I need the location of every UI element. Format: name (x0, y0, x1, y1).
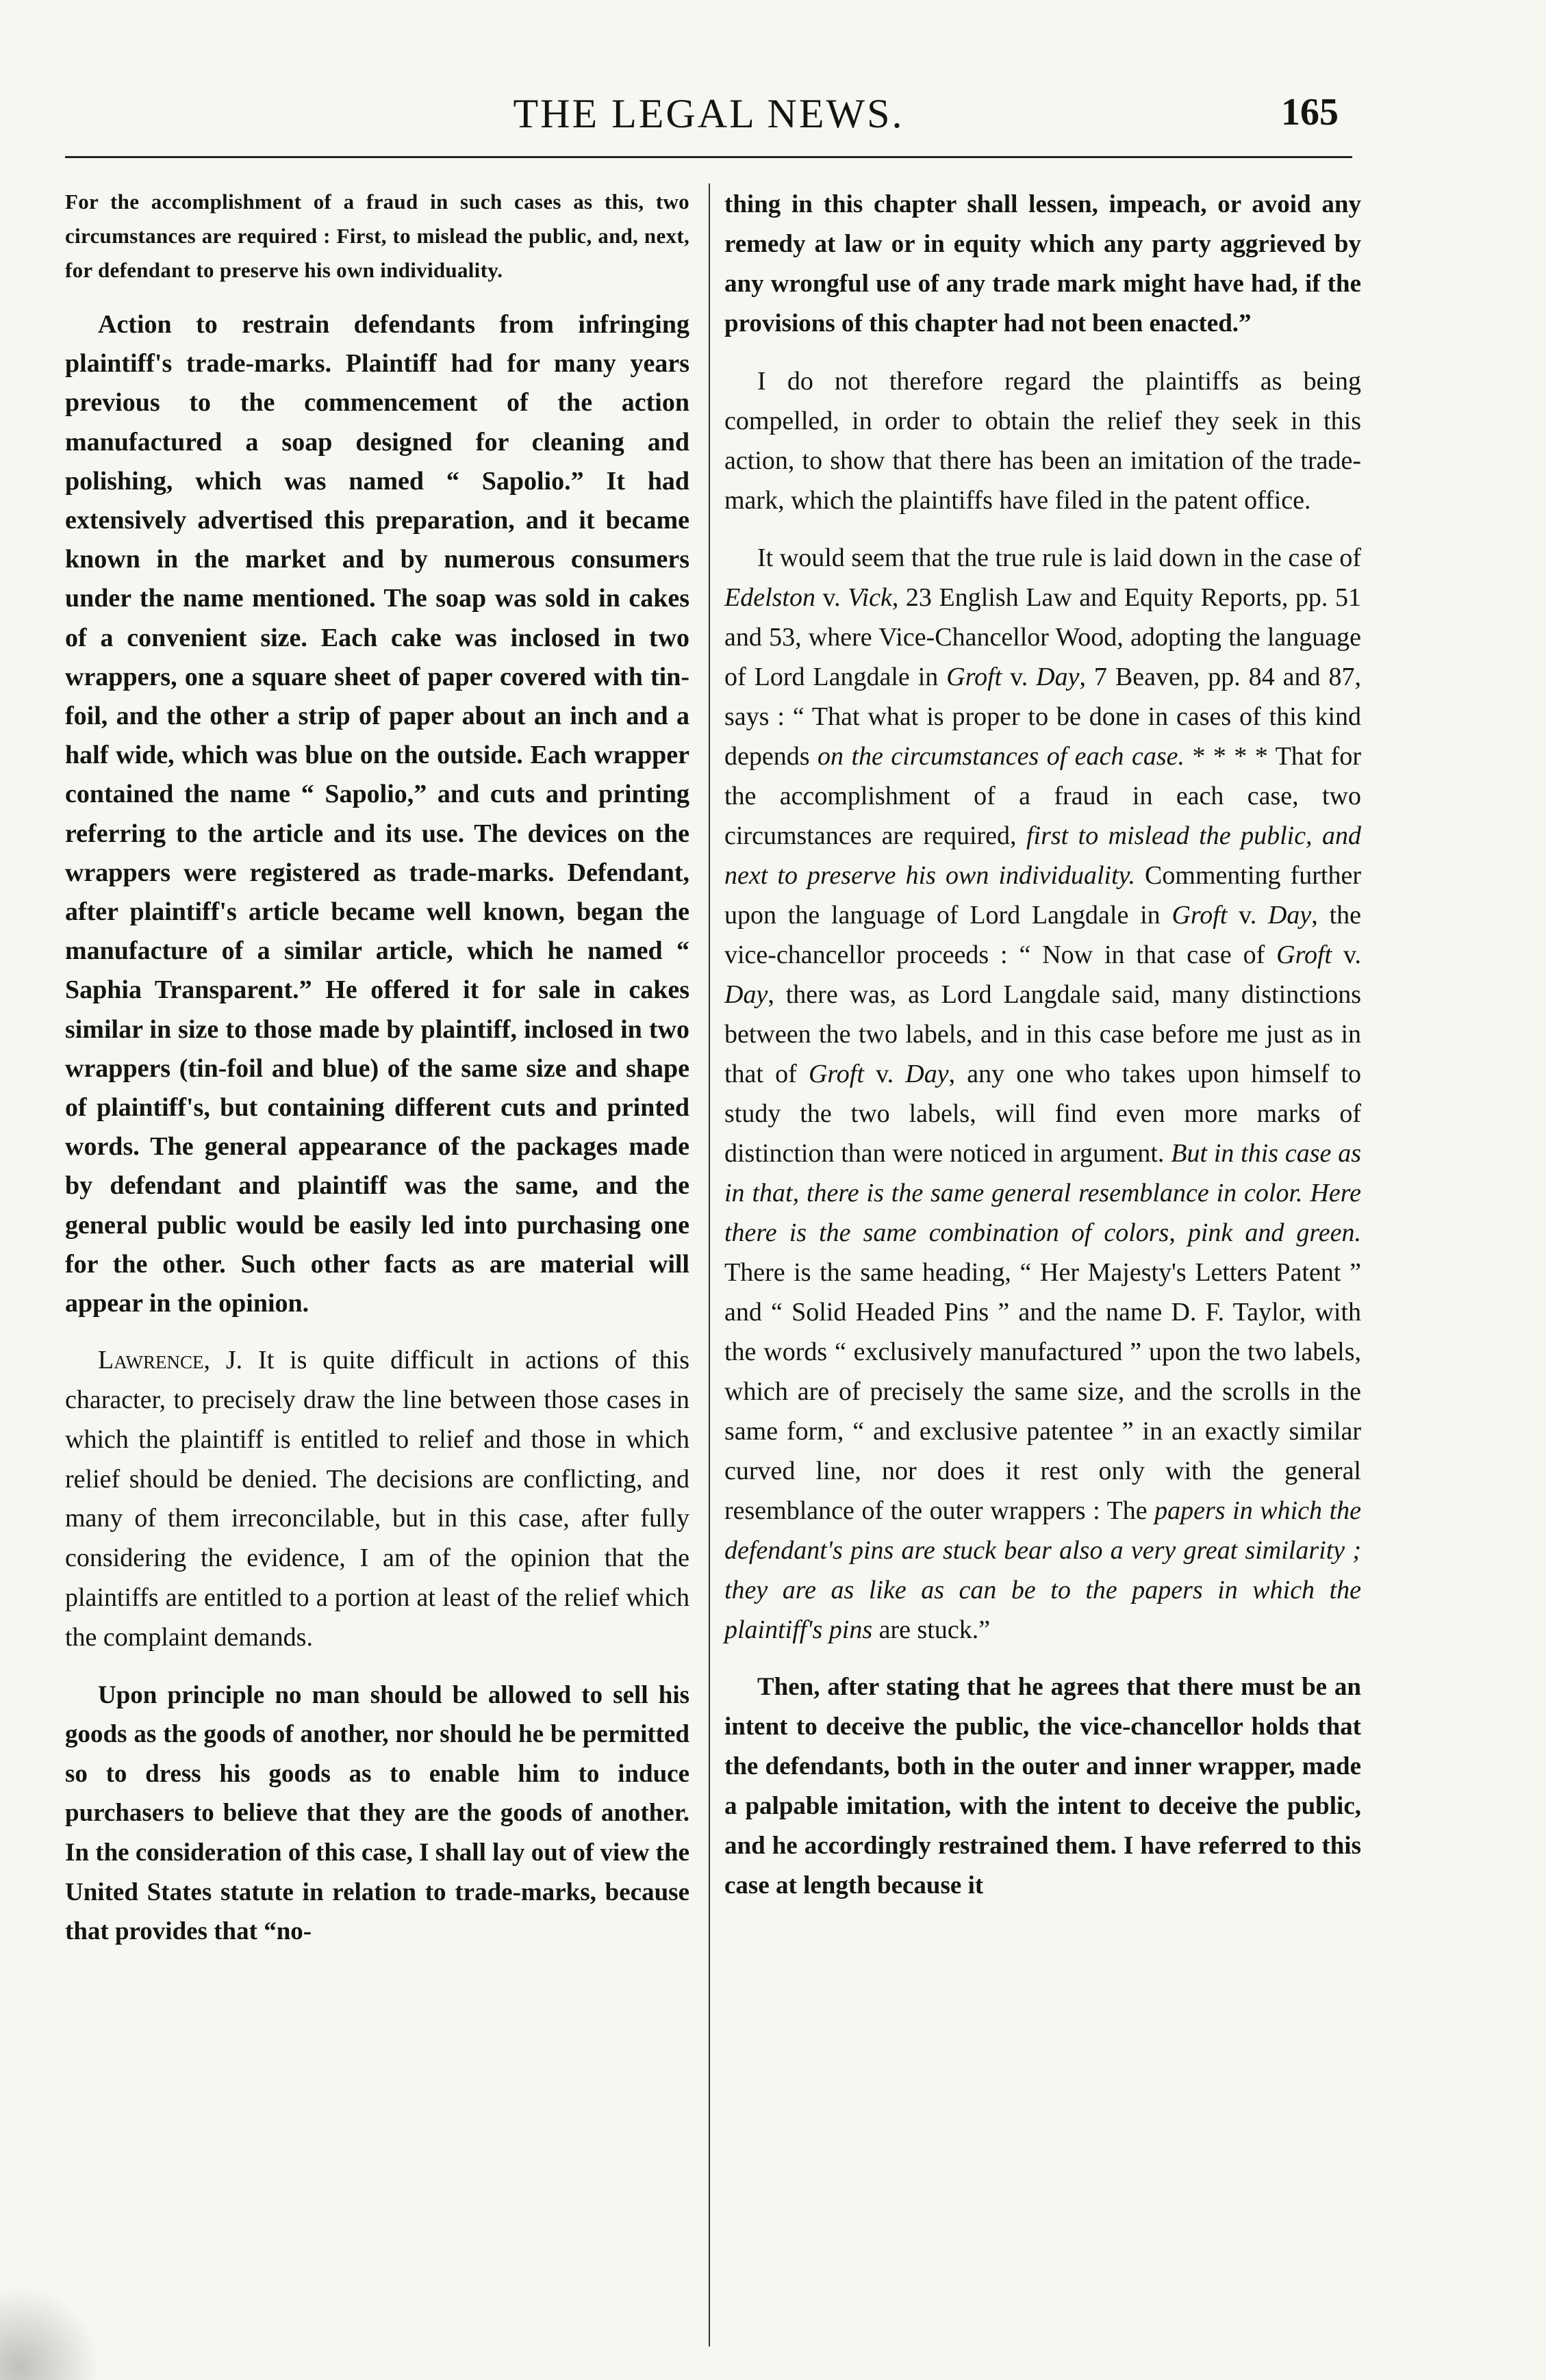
right-paragraph-3 (724, 538, 1361, 1650)
column-divider (709, 183, 710, 2346)
left-column (65, 185, 689, 1969)
text-run: Commenting further upon the language of Lord Langdale in (724, 861, 1361, 930)
case-name: Groft (808, 1060, 864, 1088)
text-run: , the vice-chancellor proceeds : “ Now in that case of (724, 901, 1361, 969)
italic-quote: on the circumstances of each case. (817, 742, 1184, 771)
text-run: v. (1002, 663, 1037, 691)
case-name: Day (905, 1060, 949, 1088)
case-name: Edelston (724, 583, 815, 612)
paper-edge-mark (0, 2257, 96, 2380)
right-column (724, 185, 1361, 1923)
text-run: v. (815, 583, 848, 612)
running-title: THE LEGAL NEWS. (513, 91, 904, 136)
opinion-paragraph-1-text: It is quite difficult in actions of this character, to precisely draw the line between those cases in which the plaintiff is entitled to relief and those in which relief should be denied. The decisions are conflicting, and many of them irreconcilable, but in this case, after fully considering the evidence, I am of the opinion that the plaintiffs are entitled to a portion at least of the relief which the complaint demands. (65, 1346, 690, 1652)
text-run: , 7 Beaven, pp. 84 and 87, says : “ That what is proper to be done in cases of this kind depends (724, 663, 1361, 771)
text-run: v. (863, 1060, 906, 1088)
italic-quote: But in this case as in that, there is the same general resemblance in color. Here there is the same combination of colors, pink and green. (724, 1139, 1362, 1247)
text-run: v. (1227, 901, 1268, 930)
header-rule (65, 156, 1352, 158)
case-name: Vick (848, 583, 892, 612)
right-paragraph-1: thing in this chapter shall lessen, impeach, or avoid any remedy at law or in equity which any party aggrieved by any wrongful use of any trade mark might have had, if the provisions of this chapter had not been enacted.” (724, 190, 1361, 337)
opinion-paragraph-1 (65, 1341, 689, 1657)
judge-name: Lawrence, J. (98, 1346, 243, 1375)
text-run: , any one who takes upon himself to study the two labels, will find even more marks of distinction than were noticed in argument. (724, 1060, 1361, 1168)
case-name: Groft (1171, 901, 1228, 930)
text-run: , there was, as Lord Langdale said, many distinctions between the two labels, and in this case before me just as in that of (724, 980, 1361, 1088)
text-run: are stuck.” (872, 1615, 991, 1644)
page-number: 165 (1281, 91, 1339, 133)
text-run: , 23 English Law and Equity Reports, pp. 51 and 53, where Vice-Chancellor Wood, adopting the language of Lord Langdale in (724, 583, 1361, 691)
case-name: Day (1267, 901, 1312, 930)
text-run: * * * * That for the accomplishment of a fraud in each case, two circumstances are required, (724, 742, 1361, 850)
right-paragraph-4: Then, after stating that he agrees that there must be an intent to deceive the public, the vice-chancellor holds that the defendants, both in the outer and inner wrapper, made a palpable imitation, with the intent to deceive the public, and he accordingly restrained them. I have referred to this case at length because it (724, 1673, 1361, 1899)
case-name: Groft (946, 663, 1002, 691)
case-name: Day (1036, 663, 1080, 691)
case-name: Groft (1276, 941, 1332, 969)
italic-quote: papers in which the defendant's pins are stuck bear also a very great similarity ; they are as like as can be to the papers in which the plaintiff's pins (724, 1496, 1361, 1644)
case-name: Day (724, 980, 768, 1009)
text-run: v. (1332, 941, 1361, 969)
text-run: There is the same heading, “ Her Majesty's Letters Patent ” and “ Solid Headed Pins ” and the name D. F. Taylor, with the words “ exclusively manufactured ” upon the two labels, which are of precisely the same size, and the scrolls in the same form, “ and exclusive patentee ” in an exactly similar curved line, nor does it rest only with the general resemblance of the outer wrappers : The (724, 1258, 1361, 1525)
headnote: For the accomplishment of a fraud in such cases as this, two circumstances are required : First, to mislead the public, and, next, for defendant to preserve his own individuality. (65, 190, 689, 282)
page-header (65, 90, 1352, 145)
italic-quote: first to mislead the public, and next to preserve his own individuality. (724, 821, 1361, 890)
statement-of-facts: Action to restrain defendants from infringing plaintiff's trade-marks. Plaintiff had for many years previous to the commencement of the action manufactured a soap designed for cleaning and polishing, which was named “ Sapolio.” It had extensively advertised this preparation, and it became known in the market and by numerous consumers under the name mentioned. The soap was sold in cakes of a convenient size. Each cake was inclosed in two wrappers, one a square sheet of paper covered with tin-foil, and the other a strip of paper about an inch and a half wide, which was blue on the outside. Each wrapper contained the name “ Sapolio,” and cuts and printing referring to the article and its use. The devices on the wrappers were registered as trade-marks. Defendant, after plaintiff's article became well known, began the manufacture of a similar article, which he named “ Saphia Transparent.” He offered it for sale in cakes similar in size to those made by plaintiff, inclosed in two wrappers (tin-foil and blue) of the same size and shape of plaintiff's, but containing different cuts and printed words. The general appearance of the packages made by defendant and plaintiff was the same, and the general public would be easily led into purchasing one for the other. Such other facts as are material will appear in the opinion. (65, 310, 689, 1318)
opinion-paragraph-2: Upon principle no man should be allowed to sell his goods as the goods of another, nor should he be permitted so to dress his goods as to enable him to induce purchasers to believe that they are the goods of another. In the consideration of this case, I shall lay out of view the United States statute in relation to trade-marks, because that provides that “no- (65, 1680, 689, 1946)
right-paragraph-2: I do not therefore regard the plaintiffs as being compelled, in order to obtain the relief they seek in this action, to show that there has been an imitation of the trade-mark, which the plaintiffs have filed in the patent office. (724, 367, 1361, 515)
text-run: It would seem that the true rule is laid down in the case of (757, 543, 1361, 572)
